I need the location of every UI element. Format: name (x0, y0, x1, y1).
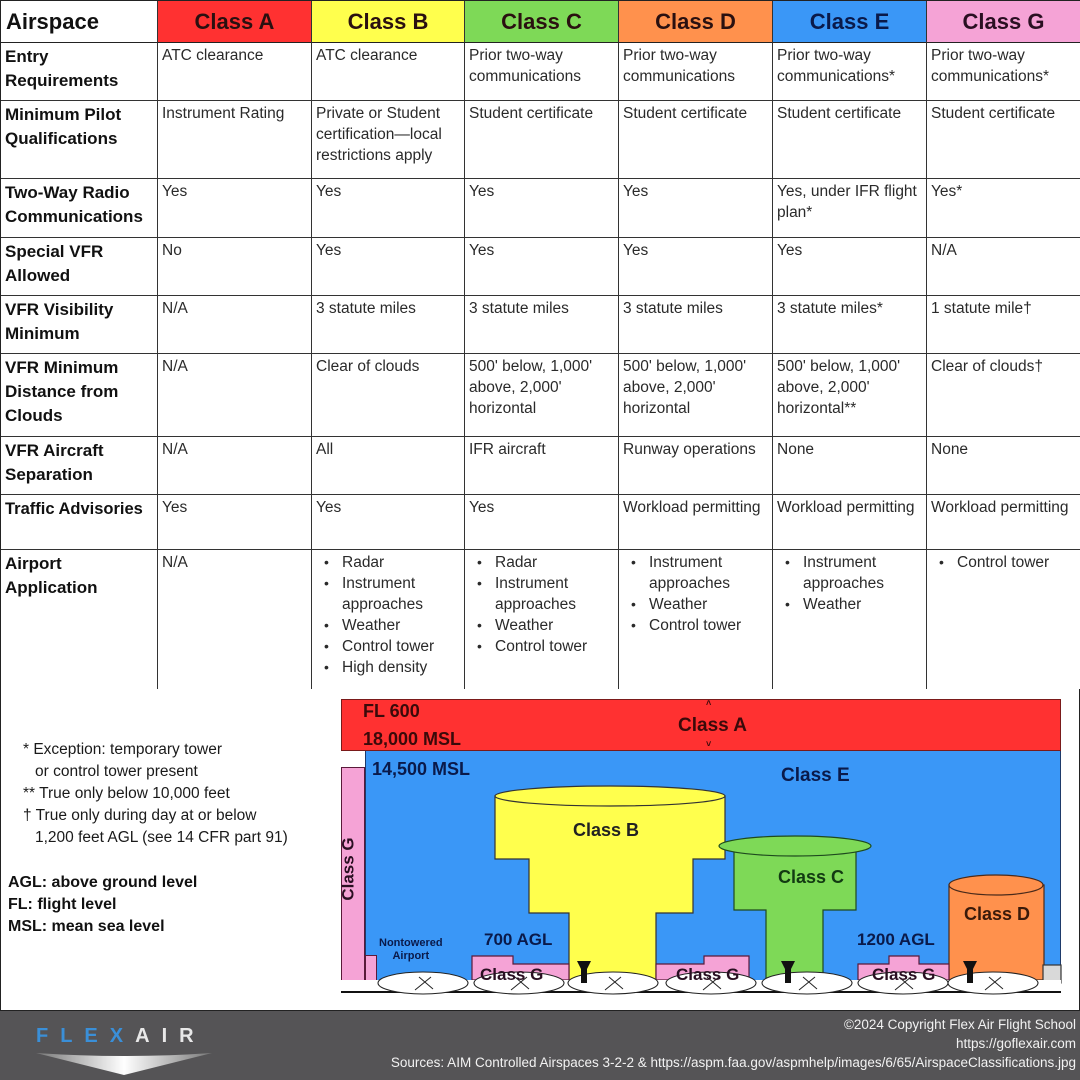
table-cell: Yes (619, 238, 773, 296)
table-cell-list (927, 550, 1080, 693)
table-cell: N/A (158, 354, 312, 437)
table-cell: Yes (158, 495, 312, 550)
table-cell: 500' below, 1,000' above, 2,000' horizontal** (773, 354, 927, 437)
table-cell: Yes (773, 238, 927, 296)
table-cell: Workload permitting (927, 495, 1080, 550)
table-cell: Yes (465, 179, 619, 238)
class-g-label-3: Class G (872, 965, 936, 984)
table-cell: Yes (619, 179, 773, 238)
table-cell: 1 statute mile† (927, 296, 1080, 354)
table-cell: 3 statute miles (312, 296, 465, 354)
class-a-label: Class A (678, 715, 747, 736)
table-cell-list (465, 550, 619, 693)
table-cell-list (312, 550, 465, 693)
header-class-a: Class A (158, 1, 312, 43)
list-item: • Weather (623, 594, 768, 615)
table-cell: None (927, 437, 1080, 495)
row-label-vfr-cloud-distance: VFR Minimum Distance from Clouds (1, 354, 158, 437)
lower-panel (0, 689, 1080, 1011)
table-cell: 3 statute miles (465, 296, 619, 354)
list-item: • Control tower (316, 636, 460, 657)
logo-chevron-icon (36, 1051, 212, 1075)
msl18000-label: 18,000 MSL (363, 729, 462, 749)
table-cell: Prior two-way communications (619, 43, 773, 101)
fl600-label: FL 600 (363, 701, 420, 721)
list-item: • Control tower (623, 615, 768, 636)
abbr-msl: MSL: mean sea level (8, 918, 165, 935)
table-cell: Student certificate (927, 101, 1080, 179)
class-g-label-1: Class G (480, 965, 544, 984)
class-e-label: Class E (781, 765, 850, 786)
table-cell: No (158, 238, 312, 296)
airspace-diagram (338, 698, 1063, 999)
table-cell: Workload permitting (773, 495, 927, 550)
abbreviations (8, 872, 197, 938)
table-cell: 3 statute miles (619, 296, 773, 354)
flexair-logo (36, 1025, 212, 1075)
list-item: • Instrument approaches (777, 552, 922, 594)
logo-text (36, 1025, 206, 1048)
row-label-traffic-advisories: Traffic Advisories (1, 495, 158, 550)
list-item: • Weather (316, 615, 460, 636)
website-link[interactable]: https://goflexair.com (955, 1036, 1076, 1051)
table-cell: Yes (465, 495, 619, 550)
nontowered-line-2: Airport (392, 950, 430, 962)
row-label-vfr-aircraft-separation: VFR Aircraft Separation (1, 437, 158, 495)
list-item: • Instrument approaches (623, 552, 768, 594)
abbr-agl: AGL: above ground level (8, 874, 198, 891)
footnote-dagger: † True only during day at or below (23, 807, 257, 824)
list-item: • Instrument approaches (316, 573, 460, 615)
table-cell: 500' below, 1,000' above, 2,000' horizontal (465, 354, 619, 437)
table-cell: Yes (158, 179, 312, 238)
msl14500-label: 14,500 MSL (372, 759, 471, 779)
list-item: • Control tower (931, 552, 1076, 573)
row-label-two-way-radio: Two-Way Radio Communications (1, 179, 158, 238)
header-class-g: Class G (927, 1, 1080, 43)
table-cell: Prior two-way communications* (773, 43, 927, 101)
row-label-vfr-visibility: VFR Visibility Minimum (1, 296, 158, 354)
table-cell: ATC clearance (158, 43, 312, 101)
copyright-text: ©2024 Copyright Flex Air Flight School (843, 1017, 1076, 1032)
header-class-d: Class D (619, 1, 773, 43)
table-cell: IFR aircraft (465, 437, 619, 495)
table-cell: Prior two-way communications* (927, 43, 1080, 101)
table-cell: Yes (312, 238, 465, 296)
header-class-e: Class E (773, 1, 927, 43)
table-cell-list (773, 550, 927, 693)
table-cell: ATC clearance (312, 43, 465, 101)
header-class-b: Class B (312, 1, 465, 43)
table-cell: N/A (158, 550, 312, 693)
header-class-c: Class C (465, 1, 619, 43)
table-cell: N/A (927, 238, 1080, 296)
table-cell: All (312, 437, 465, 495)
table-cell: Clear of clouds† (927, 354, 1080, 437)
class-d-label: Class D (964, 904, 1031, 924)
footnotes (23, 739, 288, 849)
footnote-double-asterisk: ** True only below 10,000 feet (23, 785, 230, 802)
row-label-entry-requirements: Entry Requirements (1, 43, 158, 101)
table-cell: Runway operations (619, 437, 773, 495)
table-cell: Instrument Rating (158, 101, 312, 179)
table-cell: N/A (158, 437, 312, 495)
table-cell: None (773, 437, 927, 495)
table-cell: Clear of clouds (312, 354, 465, 437)
arrow-up-icon: ˄ (706, 698, 712, 708)
table-cell: 500' below, 1,000' above, 2,000' horizontal (619, 354, 773, 437)
footnote-dagger-cont: 1,200 feet AGL (see 14 CFR part 91) (35, 829, 288, 846)
row-label-airport-application: Airport Application (1, 550, 158, 693)
table-cell: Yes (312, 495, 465, 550)
list-item: • High density (316, 657, 460, 678)
airspace-shapes (338, 699, 1063, 999)
class-c-label: Class C (778, 867, 845, 887)
footer (0, 1011, 1080, 1080)
agl1200-label: 1200 AGL (857, 930, 935, 949)
table-cell: Prior two-way communications (465, 43, 619, 101)
list-item: • Radar (316, 552, 460, 573)
table-cell: Yes, under IFR flight plan* (773, 179, 927, 238)
footer-credits (391, 1015, 1076, 1072)
table-cell: Student certificate (773, 101, 927, 179)
class-g-label-2: Class G (676, 965, 740, 984)
logo-flex: FLEX (36, 1025, 136, 1047)
table-cell: Student certificate (619, 101, 773, 179)
table-cell: N/A (158, 296, 312, 354)
table-cell: 3 statute miles* (773, 296, 927, 354)
list-item: • Instrument approaches (469, 573, 614, 615)
arrow-down-icon: ˅ (706, 739, 712, 749)
table-cell: Yes (465, 238, 619, 296)
agl700-label: 700 AGL (484, 930, 553, 949)
abbr-fl: FL: flight level (8, 896, 117, 913)
class-b-label: Class B (573, 820, 640, 840)
nontowered-airport-label (379, 937, 443, 963)
row-label-minimum-pilot-qualifications: Minimum Pilot Qualifications (1, 101, 158, 179)
class-g-vertical-label: Class G (338, 837, 358, 901)
logo-air: AIR (135, 1025, 206, 1047)
list-item: • Radar (469, 552, 614, 573)
table-cell: Student certificate (465, 101, 619, 179)
table-cell-list (619, 550, 773, 693)
list-item: • Weather (469, 615, 614, 636)
header-airspace: Airspace (1, 1, 158, 43)
table-cell: Workload permitting (619, 495, 773, 550)
table-cell: Private or Student certification—local restrictions apply (312, 101, 465, 179)
table-cell: Yes* (927, 179, 1080, 238)
table-cell: Yes (312, 179, 465, 238)
list-item: • Control tower (469, 636, 614, 657)
row-label-special-vfr: Special VFR Allowed (1, 238, 158, 296)
list-item: • Weather (777, 594, 922, 615)
footnote-asterisk-cont: or control tower present (35, 763, 198, 780)
footnote-asterisk: * Exception: temporary tower (23, 741, 223, 758)
nontowered-line-1: Nontowered (379, 937, 443, 949)
sources-text: Sources: AIM Controlled Airspaces 3-2-2 & https://aspm.faa.gov/aspmhelp/images/6/65/AirspaceClassifications.jpg (390, 1055, 1076, 1070)
